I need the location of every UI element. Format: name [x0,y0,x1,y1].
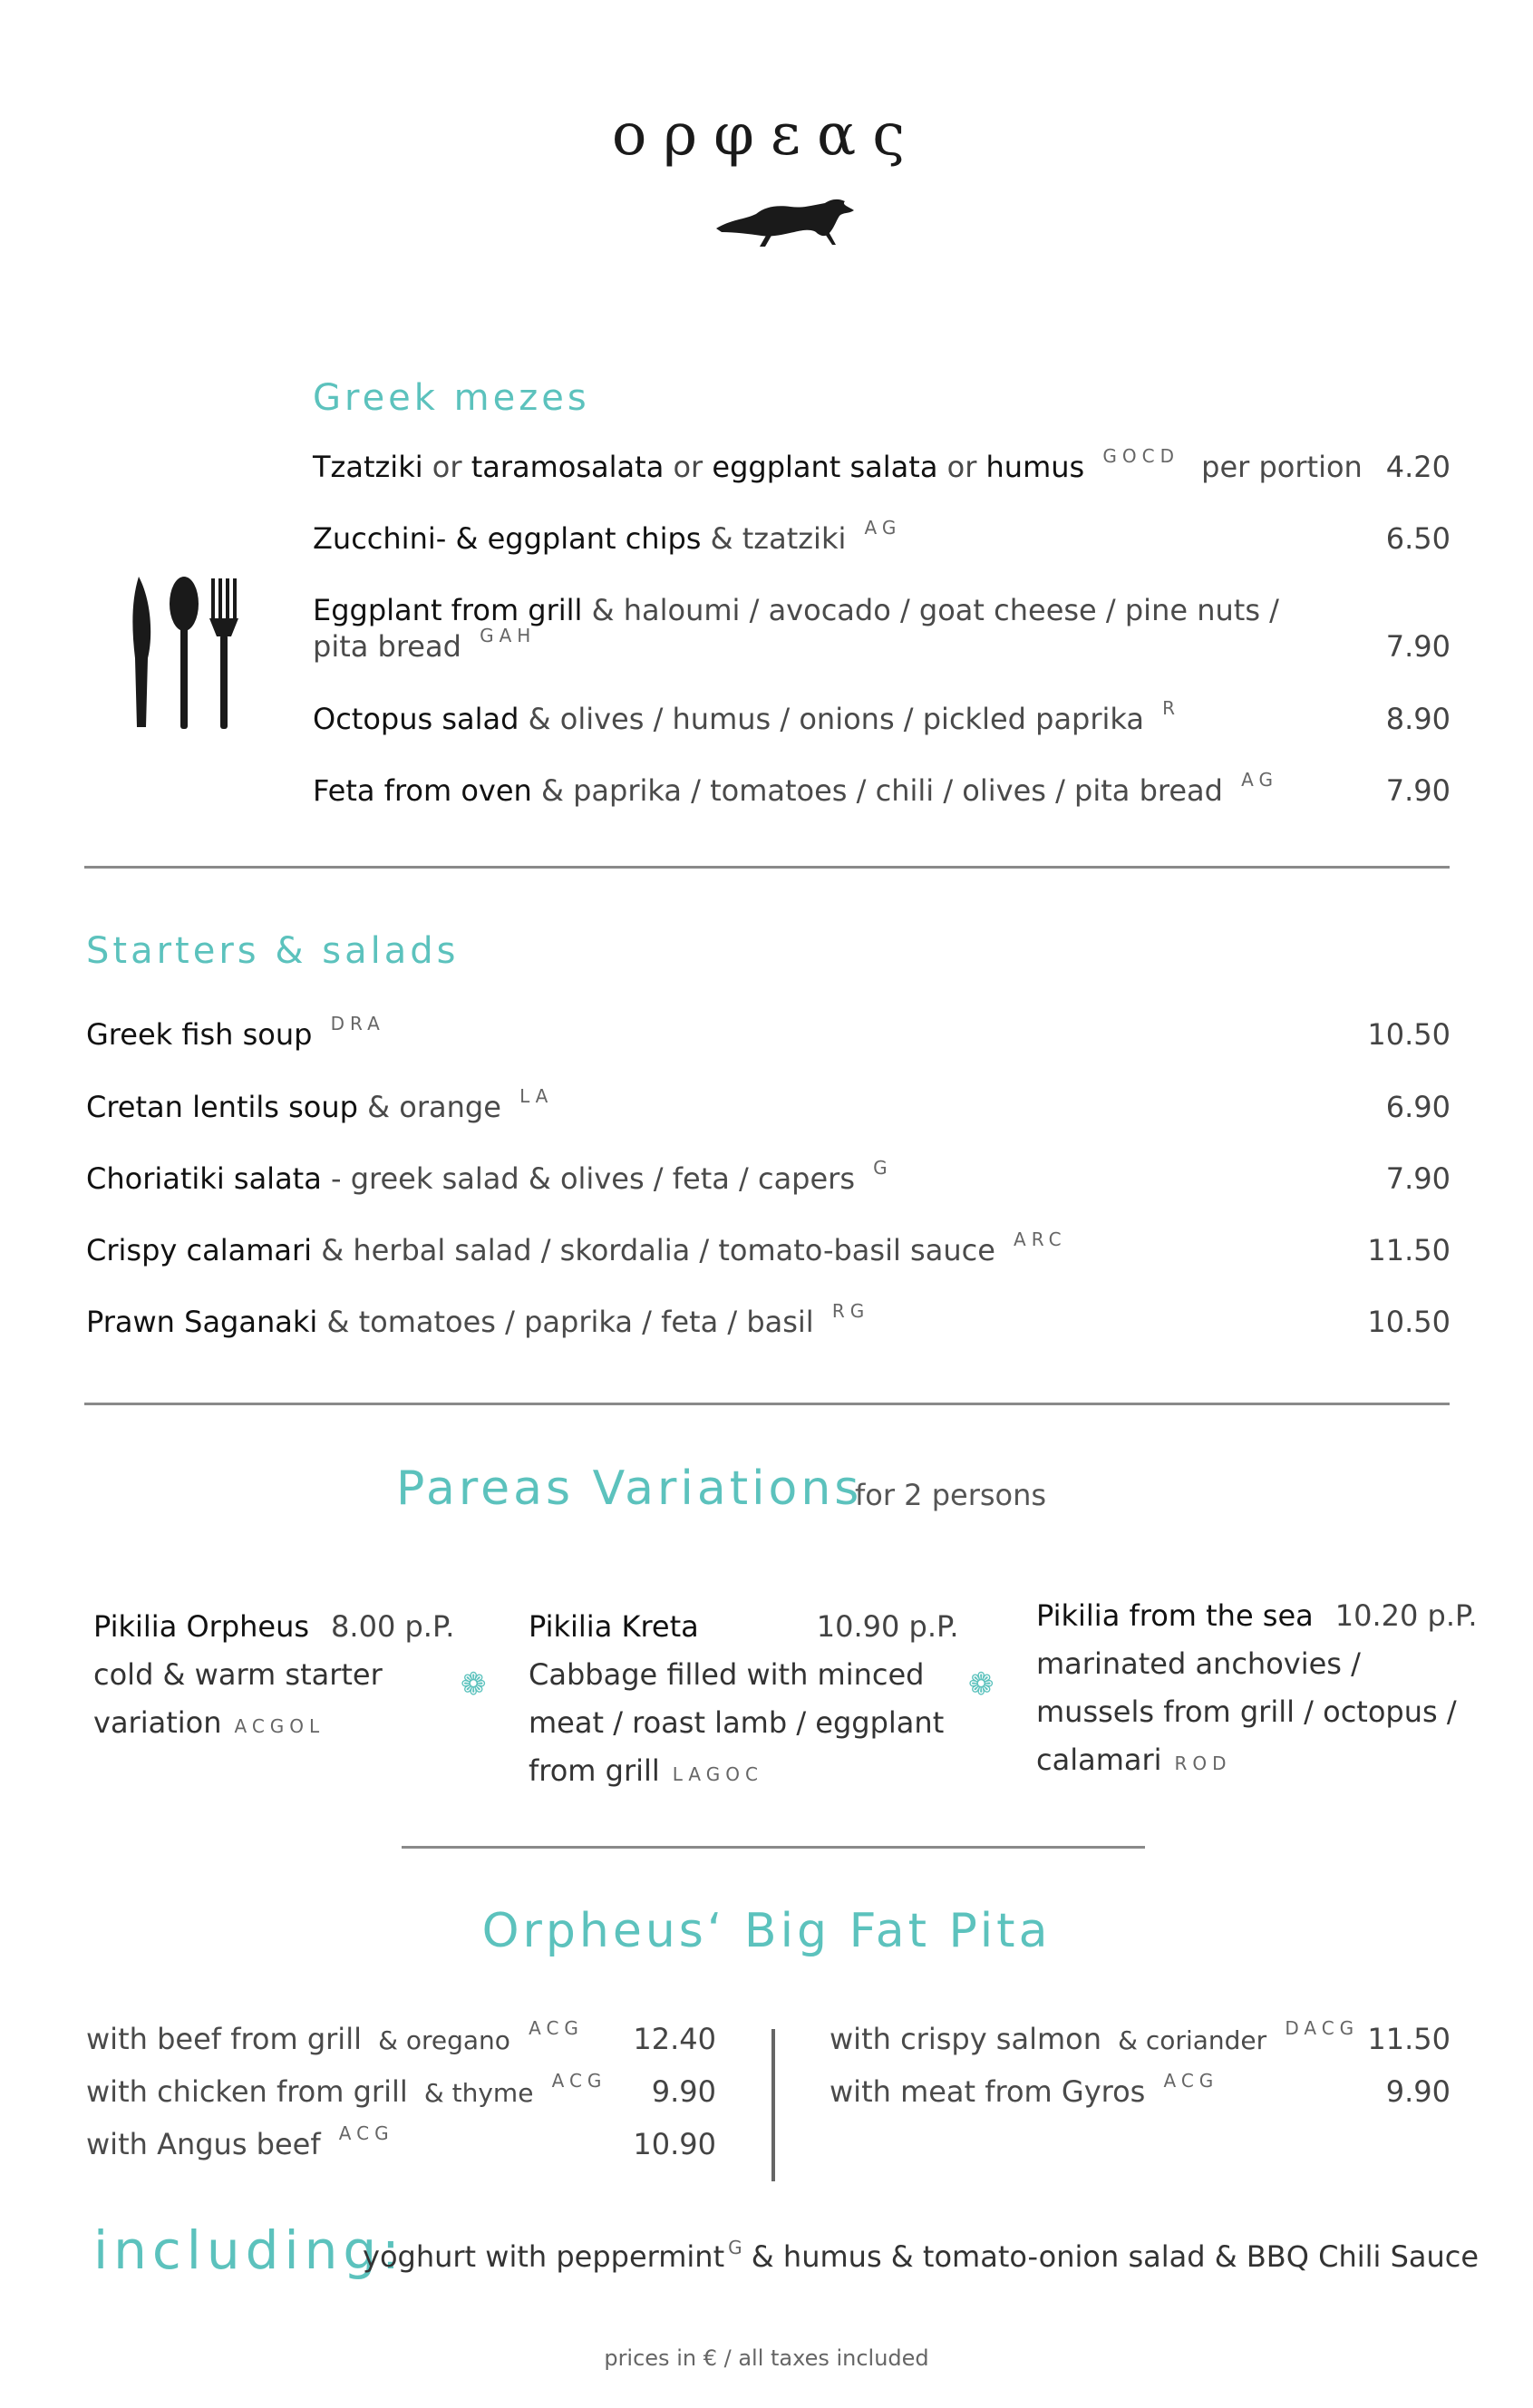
menu-item: Greek fish soup $^{DRA}$ [86,1013,385,1052]
menu-item: Feta from oven & paprika / tomatoes / chili / olives / pita bread $^{AG}$ [313,769,1278,808]
pareas-subtitle: for 2 persons [855,1478,1047,1512]
menu-item: Prawn Saganaki & tomatoes / paprika / feta / basil $^{RG}$ [86,1300,870,1339]
menu-item-price: 7.90 [1385,629,1451,664]
menu-item-price: 10.90 [633,2127,716,2161]
section-divider [84,1403,1450,1405]
allergen-codes: AG [1241,769,1278,791]
menu-item-price: 4.20 [1385,450,1451,484]
menu-item: with beef from grill & oregano $^{ACG}$ [86,2017,584,2056]
flower-separator-icon: ❁ [461,1666,487,1703]
including-label: including: [93,2219,405,2281]
allergen-codes: AG [864,517,902,539]
menu-item: Cretan lentils soup & orange $^{LA}$ [86,1085,554,1124]
section-divider [84,866,1450,869]
menu-item-price: 7.90 [1385,773,1451,808]
menu-item: Octopus salad & olives / humus / onions / pickled paprika $^R$ [313,697,1181,736]
section-title-starters: Starters & salads [86,930,460,972]
allergen-codes: RG [831,1300,870,1322]
menu-item-continued: pita bread $^{GAH}$ [313,625,537,664]
allergen-codes: ACG [338,2122,394,2144]
menu-item-price: 12.40 [633,2022,716,2056]
footer-note: prices in € / all taxes included [604,2345,929,2371]
allergen-codes: R [1162,697,1181,719]
allergen-codes: ACG [1163,2070,1219,2092]
menu-item: Zucchini- & eggplant chips & tzatziki $^{AG}$ [313,517,902,556]
bull-logo-icon [713,192,858,248]
menu-item-price: 6.90 [1385,1090,1451,1124]
cutlery-icon [131,573,238,733]
pareas-item: Pikilia from the sea 10.20 p.P. marinated anchovies / mussels from grill / octopus / calamari ROD [1036,1598,1478,1777]
menu-item: Crispy calamari & herbal salad / skordalia / tomato-basil sauce $^{ARC}$ [86,1228,1067,1267]
including-text: yoghurt with peppermint $^G$ & humus & tomato-onion salad & BBQ Chili Sauce [363,2237,1480,2274]
section-title-greek-mezes: Greek mezes [313,377,590,419]
pareas-item: Pikilia Orpheus 8.00 p.P. cold & warm starter variation ACGOL [93,1609,455,1740]
menu-item-price: 10.50 [1367,1305,1451,1339]
menu-item-price: 11.50 [1367,2022,1451,2056]
menu-item-price: 10.50 [1367,1017,1451,1052]
column-divider [771,2029,775,2181]
menu-item: with chicken from grill & thyme $^{ACG}$ [86,2070,607,2109]
menu-item-price: 9.90 [1385,2074,1451,2109]
allergen-codes: ACGOL [234,1715,325,1737]
menu-item: Choriatiki salata - greek salad & olives / feta / capers $^G$ [86,1157,893,1196]
brand-name: ορφεας [611,102,922,169]
menu-item-price: 8.90 [1385,702,1451,736]
allergen-codes: ARC [1014,1228,1067,1250]
allergen-codes: DACG [1285,2017,1360,2039]
menu-item: Eggplant from grill & haloumi / avocado / goat cheese / pine nuts / [313,593,1279,627]
allergen-codes: LAGOC [672,1763,763,1785]
section-title-pareas: Pareas Variations [396,1461,863,1516]
menu-item: with crispy salmon & coriander $^{DACG}$ [830,2017,1360,2056]
section-divider [402,1846,1145,1849]
flower-separator-icon: ❁ [968,1666,995,1703]
allergen-codes: ROD [1174,1753,1232,1774]
section-title-pita: Orpheus‘ Big Fat Pita [481,1904,1052,1958]
pareas-item: Pikilia Kreta 10.90 p.P. Cabbage filled with minced meat / roast lamb / eggplant from grill LAGOC [529,1609,959,1788]
menu-item: with meat from Gyros $^{ACG}$ [830,2070,1219,2109]
menu-item-price: 6.50 [1385,521,1451,556]
menu-item-price: 9.90 [651,2074,716,2109]
allergen-codes: ACG [551,2070,607,2092]
allergen-codes: GOCD [1102,445,1179,467]
menu-item-price: 11.50 [1367,1233,1451,1267]
allergen-codes: ACG [529,2017,584,2039]
allergen-codes: DRA [330,1013,385,1034]
menu-item: Tzatziki or taramosalata or eggplant salata or humus $^{GOCD}$ per portion [313,445,1363,484]
menu-item: with Angus beef $^{ACG}$ [86,2122,394,2161]
allergen-codes: GAH [480,625,537,646]
allergen-codes: LA [519,1085,554,1107]
allergen-codes: G [873,1157,893,1179]
menu-item-price: 7.90 [1385,1161,1451,1196]
